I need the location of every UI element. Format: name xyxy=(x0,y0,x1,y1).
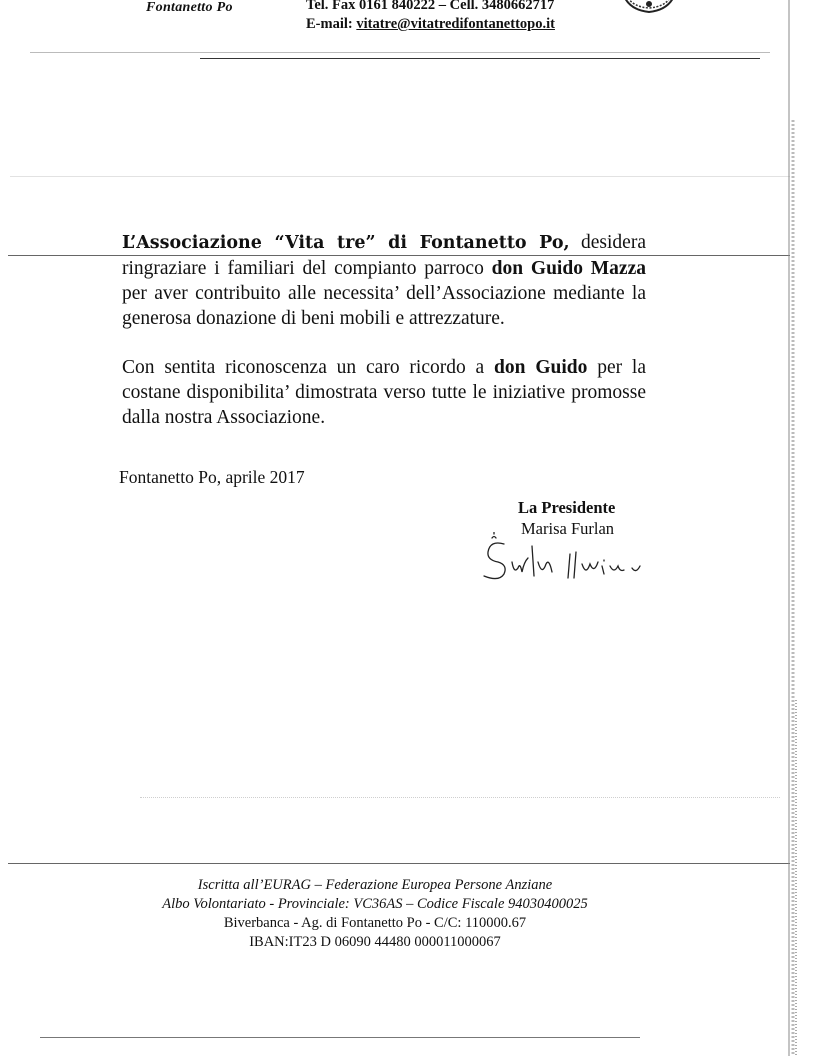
header-rule-dark xyxy=(200,58,760,59)
phone-line: Tel. Fax 0161 840222 – Cell. 3480662717 xyxy=(306,0,555,13)
email-label: E-mail: xyxy=(306,16,353,32)
footer-line-bank: Biverbanca - Ag. di Fontanetto Po - C/C: 110000.67 xyxy=(223,915,527,931)
para1-text-a: desidera ringraziare i familiari del compianto parroco xyxy=(122,232,646,279)
scan-edge xyxy=(776,0,798,1056)
email-link[interactable]: vitatre@vitatredifontanettopo.it xyxy=(356,16,555,32)
para1-text-b: per aver contribuito alle necessita’ dell’Associazione mediante la generosa donazione di beni mobili e attrezzature. xyxy=(122,283,646,329)
footer-line-iban: IBAN:IT23 D 06090 44480 000011000067 xyxy=(249,934,501,950)
priest-short-name: don Guido xyxy=(494,357,588,378)
president-name: Marisa Furlan xyxy=(521,519,615,538)
footer-faint-line xyxy=(140,797,780,798)
faint-line xyxy=(10,176,790,177)
letter-paragraph-1 xyxy=(122,230,646,331)
signature-icon xyxy=(474,532,664,588)
header-rule xyxy=(30,52,770,53)
bottom-rule xyxy=(40,1037,640,1038)
org-name-script: Fontanetto Po xyxy=(146,0,233,15)
president-title: La Presidente xyxy=(518,498,616,517)
place-date: Fontanetto Po, aprile 2017 xyxy=(119,467,305,487)
emblem-icon xyxy=(620,0,678,16)
para2-text-b: per la costane disponibilita’ dimostrata verso tutte le iniziative promosse dalla nostra Associazione. xyxy=(122,357,646,428)
para2-text-a: Con sentita riconoscenza un caro ricordo a xyxy=(122,357,495,378)
contact-block xyxy=(306,0,555,34)
email-line xyxy=(306,15,555,34)
association-name: L’Associazione “Vita tre” di Fontanetto Po, xyxy=(122,233,570,253)
letter-paragraph-2 xyxy=(122,355,646,430)
footer-line-albo: Albo Volontariato - Provinciale: VC36AS – Codice Fiscale 94030400025 xyxy=(162,896,588,912)
footer-line-eurag: Iscritta all’EURAG – Federazione Europea Persone Anziane xyxy=(197,877,553,893)
parish-priest-name: don Guido Mazza xyxy=(491,258,646,279)
footer-rule xyxy=(8,863,790,864)
